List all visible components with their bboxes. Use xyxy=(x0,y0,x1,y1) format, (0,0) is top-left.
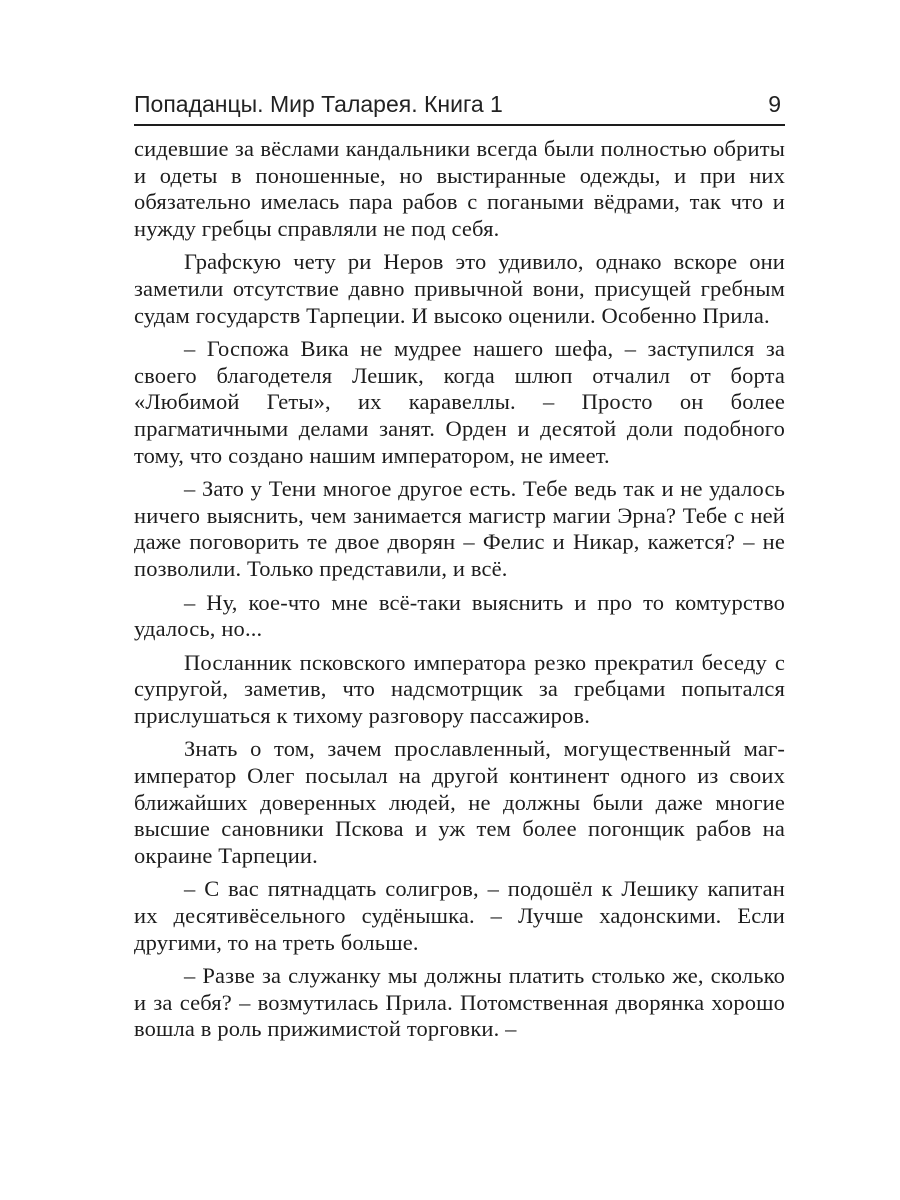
dialogue-paragraph: – С вас пятнадцать солигров, – подошёл к Лешику капитан их десятивёсельного судёнышка. – Лучше хадонскими. Если другими, то на треть больше. xyxy=(134,876,785,955)
paragraph: Знать о том, зачем прославленный, могущественный маг-император Олег посылал на другой континент одного из своих ближайших доверенных людей, не должны были даже многие высшие сановники Пскова и уж тем более погонщик рабов на окраине Тарпеции. xyxy=(134,736,785,868)
page-number: 9 xyxy=(768,91,781,117)
dialogue-paragraph: – Разве за служанку мы должны платить столько же, сколько и за себя? – возмутилась Прила. Потомственная дворянка хорошо вошла в роль прижимистой торговки. – xyxy=(134,963,785,1042)
dialogue-paragraph: – Зато у Тени многое другое есть. Тебе ведь так и не удалось ничего выяснить, чем занимается магистр магии Эрна? Тебе с ней даже поговорить те двое дворян – Фелис и Никар, кажется? – не позволили. Только представили, и всё. xyxy=(134,476,785,581)
page-header xyxy=(134,84,785,126)
paragraph: Посланник псковского императора резко прекратил беседу с супругой, заметив, что надсмотрщик за гребцами попытался прислушаться к тихому разговору пассажиров. xyxy=(134,649,785,728)
running-title: Попаданцы. Мир Таларея. Книга 1 xyxy=(134,91,503,117)
paragraph-continued: сидевшие за вёслами кандальники всегда были полностью обриты и одеты в поношенные, но выстиранные одежды, и при них обязательно имелась пара рабов с погаными вёдрами, так что и нужду гребцы справляли не под себя. xyxy=(134,136,785,241)
page-text xyxy=(134,136,785,1043)
dialogue-paragraph: – Госпожа Вика не мудрее нашего шефа, – заступился за своего благодетеля Лешик, когда шлюп отчалил от борта «Любимой Геты», их каравеллы. – Просто он более прагматичными делами занят. Орден и десятой доли подобного тому, что создано нашим императором, не имеет. xyxy=(134,336,785,468)
dialogue-paragraph: – Ну, кое-что мне всё-таки выяснить и про то комтурство удалось, но... xyxy=(134,589,785,642)
paragraph: Графскую чету ри Неров это удивило, однако вскоре они заметили отсутствие давно привычной вони, присущей гребным судам государств Тарпеции. И высоко оценили. Особенно Прила. xyxy=(134,249,785,328)
